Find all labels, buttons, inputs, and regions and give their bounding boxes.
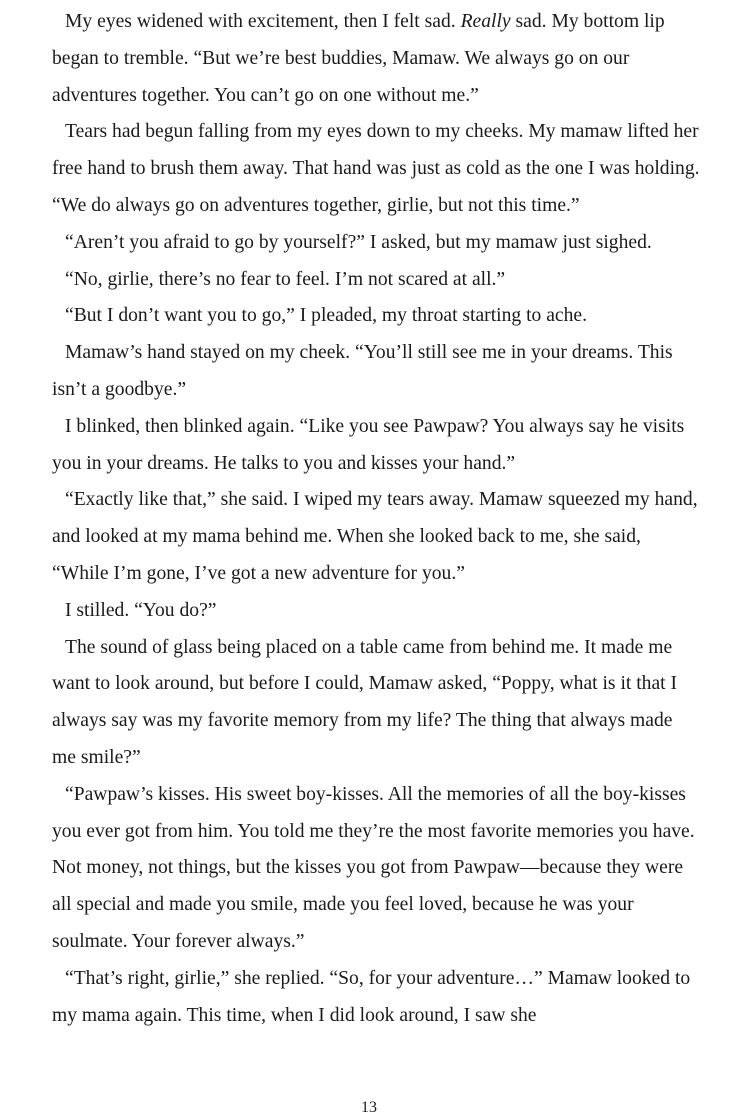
paragraph-text: Tears had begun falling from my eyes down to my cheeks. My mamaw lifted her free hand to brush them away. That hand was just as cold as the one I was holding. “We do always go on adventures together, girlie, but not this time.” <box>52 121 700 216</box>
paragraph <box>52 961 700 1035</box>
paragraph <box>52 482 700 592</box>
paragraph <box>52 593 700 630</box>
paragraph <box>52 225 700 262</box>
paragraph <box>52 298 700 335</box>
paragraph <box>52 777 700 961</box>
paragraph <box>52 630 700 777</box>
page-body-text <box>52 4 700 1034</box>
paragraph <box>52 262 700 299</box>
paragraph-text: “But I don’t want you to go,” I pleaded, my throat starting to ache. <box>65 305 588 327</box>
paragraph-text: “Pawpaw’s kisses. His sweet boy-kisses. All the memories of all the boy-kisses you ever got from him. You told me they’re the most favorite memories you have. Not money, not things, but the kisses you got from Pawpaw—because they were all special and made you smile, made you feel loved, because he was your soulmate. Your forever always.” <box>52 783 695 952</box>
italic-text: Really <box>460 11 511 32</box>
paragraph-text: “Exactly like that,” she said. I wiped my tears away. Mamaw squeezed my hand, and looked at my mama behind me. When she looked back to me, she said, “While I’m gone, I’ve got a new adventure for you.” <box>52 489 698 584</box>
page-number: 13 <box>361 1099 377 1116</box>
paragraph-text: “That’s right, girlie,” she replied. “So, for your adventure…” Mamaw looked to my mama again. This time, when I did look around, I saw she <box>52 967 691 1026</box>
paragraph-text: The sound of glass being placed on a table came from behind me. It made me want to look around, but before I could, Mamaw asked, “Poppy, what is it that I always say was my favorite memory from my life? The thing that always made me smile?” <box>52 636 678 768</box>
paragraph-text: I stilled. “You do?” <box>65 599 217 621</box>
paragraph <box>52 335 700 409</box>
paragraph <box>52 4 700 114</box>
paragraph-text: “No, girlie, there’s no fear to feel. I’m not scared at all.” <box>65 268 506 290</box>
paragraph-text: sad. My bottom lip began to tremble. “But we’re best buddies, Mamaw. We always go on our adventures together. You can’t go on one without me.” <box>52 11 665 106</box>
paragraph <box>52 114 700 224</box>
paragraph-text: My eyes widened with excitement, then I felt sad. <box>65 11 461 32</box>
paragraph-text: I blinked, then blinked again. “Like you see Pawpaw? You always say he visits you in your dreams. He talks to you and kisses your hand.” <box>52 415 685 474</box>
paragraph <box>52 409 700 483</box>
paragraph-text: “Aren’t you afraid to go by yourself?” I asked, but my mamaw just sighed. <box>65 231 652 253</box>
paragraph-text: Mamaw’s hand stayed on my cheek. “You’ll still see me in your dreams. This isn’t a goodbye.” <box>52 342 673 400</box>
